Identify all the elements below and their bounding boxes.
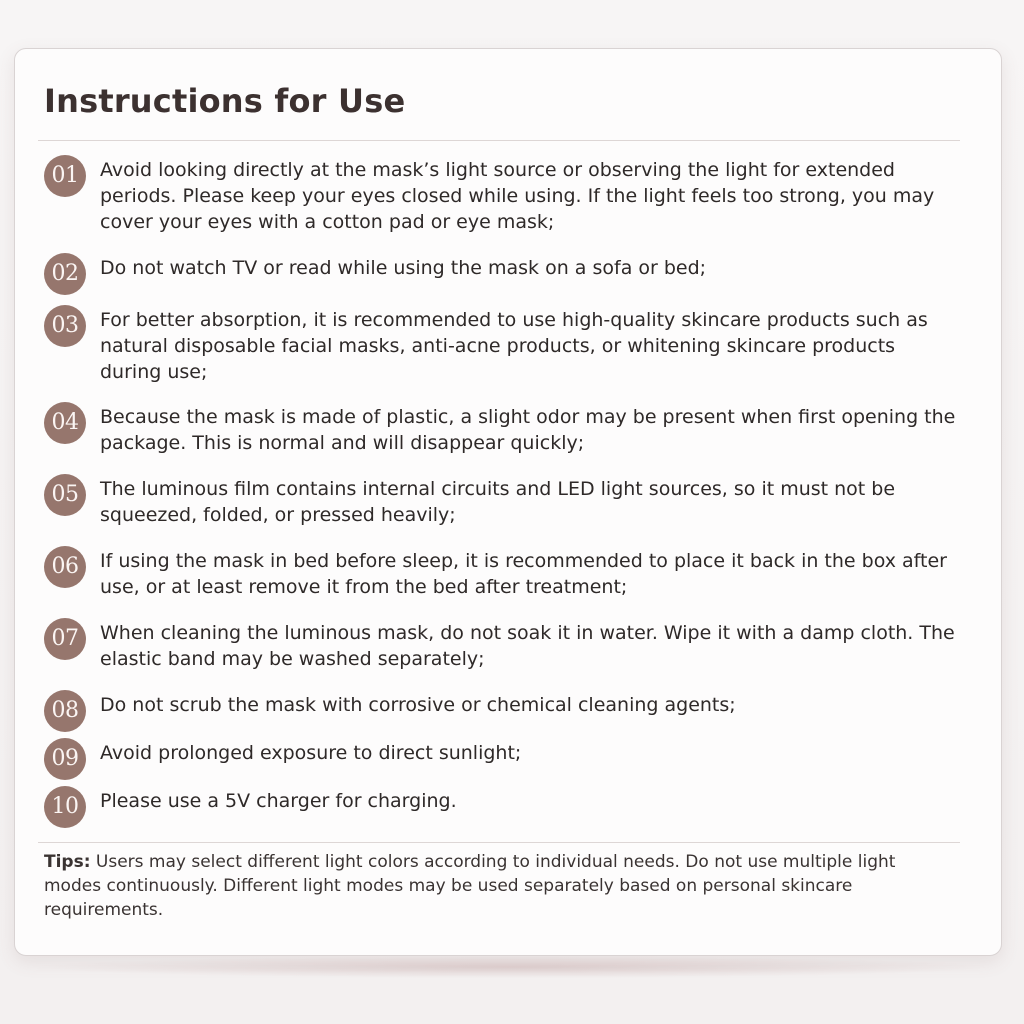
instruction-text: Because the mask is made of plastic, a slight odor may be present when first opening the package. This is normal and will disappear quickly; — [100, 406, 956, 454]
number-badge: 05 — [44, 474, 86, 516]
instruction-text: Do not scrub the mask with corrosive or chemical cleaning agents; — [100, 694, 736, 716]
instruction-text: Avoid prolonged exposure to direct sunlight; — [100, 742, 522, 764]
instruction-text: When cleaning the luminous mask, do not soak it in water. Wipe it with a damp cloth. The elastic band may be washed separately; — [100, 622, 955, 670]
instruction-text: Avoid looking directly at the mask’s light source or observing the light for extended periods. Please keep your eyes closed while using. If the light feels too strong, you may cover your eyes with a cotton pad or eye mask; — [100, 159, 935, 233]
number-badge: 01 — [44, 155, 86, 197]
tips-label: Tips: — [44, 852, 91, 872]
instruction-text: Please use a 5V charger for charging. — [100, 790, 457, 812]
number-badge: 03 — [44, 305, 86, 347]
number-badge: 07 — [44, 618, 86, 660]
number-badge: 09 — [44, 738, 86, 780]
instruction-text: For better absorption, it is recommended to use high-quality skincare products such as natural disposable facial masks, anti-acne products, or whitening skincare products during use; — [100, 309, 928, 383]
instruction-text: If using the mask in bed before sleep, it is recommended to place it back in the box after use, or at least remove it from the bed after treatment; — [100, 550, 947, 598]
number-badge: 06 — [44, 546, 86, 588]
instruction-text: The luminous film contains internal circuits and LED light sources, so it must not be squeezed, folded, or pressed heavily; — [100, 478, 896, 526]
instruction-text: Do not watch TV or read while using the mask on a sofa or bed; — [100, 257, 707, 279]
number-badge: 04 — [44, 402, 86, 444]
number-badge: 08 — [44, 690, 86, 732]
tips-divider — [38, 842, 960, 843]
number-badge: 10 — [44, 786, 86, 828]
card-shadow — [30, 956, 994, 978]
number-badge: 02 — [44, 253, 86, 295]
title-divider — [38, 140, 960, 141]
tips-text: Users may select different light colors according to individual needs. Do not use multiple light modes continuously. Different light modes may be used separately based on personal skincare requirements. — [44, 852, 896, 920]
tips-note — [44, 850, 954, 922]
page-title: Instructions for Use — [44, 82, 406, 120]
